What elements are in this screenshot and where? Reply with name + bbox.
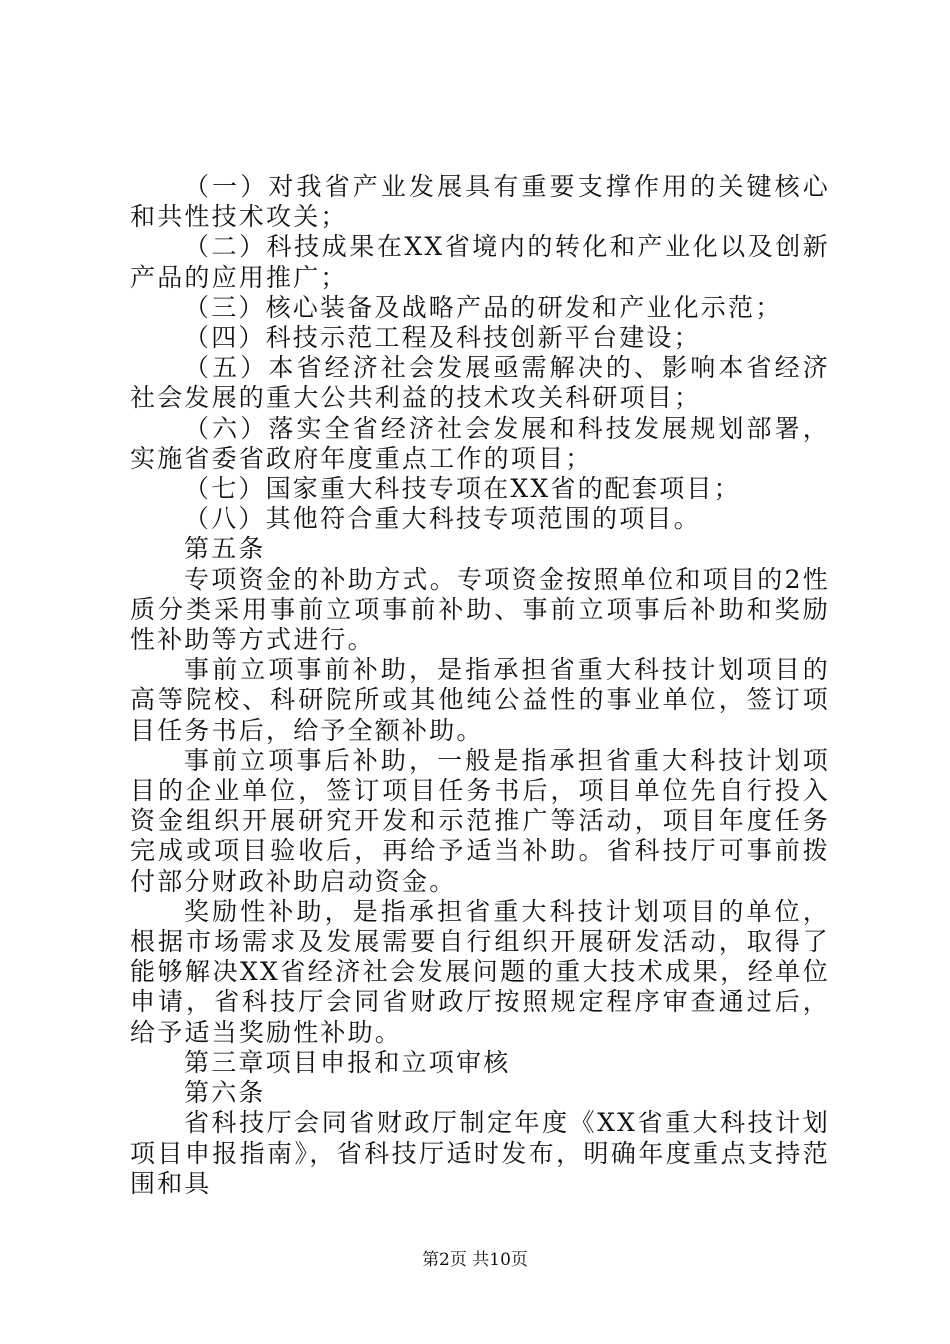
paragraph-item-5: （五）本省经济社会发展亟需解决的、影响本省经济社会发展的重大公共利益的技术攻关科研项目； — [130, 353, 830, 413]
paragraph-item-2: （二）科技成果在XX省境内的转化和产业化以及创新产品的应用推广； — [130, 232, 830, 292]
paragraph-subsidy-methods: 专项资金的补助方式。专项资金按照单位和项目的2性质分类采用事前立项事前补助、事前立项事后补助和奖励性补助等方式进行。 — [130, 564, 830, 655]
article-heading-6: 第六条 — [184, 1078, 266, 1108]
paragraph-item-1: （一）对我省产业发展具有重要支撑作用的关键核心和共性技术攻关； — [130, 172, 830, 232]
paragraph-guide: 省科技厅会同省财政厅制定年度《XX省重大科技计划项目申报指南》，省科技厅适时发布，明确年度重点支持范围和具 — [130, 1108, 830, 1198]
paragraph-item-8: （八）其他符合重大科技专项范围的项目。 — [184, 504, 701, 534]
paragraph-item-3: （三）核心装备及战略产品的研发和产业化示范； — [184, 292, 783, 322]
paragraph-reward-subsidy: 奖励性补助，是指承担省重大科技计划项目的单位，根据市场需求及发展需要自行组织开展研发活动，取得了能够解决XX省经济社会发展问题的重大技术成果，经单位申请，省科技厅会同省财政厅按照规定程序审查通过后，给予适当奖励性补助。 — [130, 896, 830, 1047]
paragraph-item-7: （七）国家重大科技专项在XX省的配套项目； — [184, 474, 741, 504]
paragraph-item-6: （六）落实全省经济社会发展和科技发展规划部署，实施省委省政府年度重点工作的项目； — [130, 413, 830, 473]
article-heading-5: 第五条 — [184, 534, 266, 564]
page-number: 第2页 共10页 — [422, 1250, 528, 1270]
chapter-heading-3: 第三章项目申报和立项审核 — [184, 1047, 511, 1077]
paragraph-pre-subsidy: 事前立项事前补助，是指承担省重大科技计划项目的高等院校、科研院所或其他纯公益性的事业单位，签订项目任务书后，给予全额补助。 — [130, 655, 830, 745]
document-body — [130, 172, 830, 1199]
paragraph-item-4: （四）科技示范工程及科技创新平台建设； — [184, 323, 701, 353]
paragraph-post-subsidy: 事前立项事后补助，一般是指承担省重大科技计划项目的企业单位，签订项目任务书后，项目单位先自行投入资金组织开展研究开发和示范推广等活动，项目年度任务完成或项目验收后，再给予适当补助。省科技厅可事前拨付部分财政补助启动资金。 — [130, 745, 830, 896]
